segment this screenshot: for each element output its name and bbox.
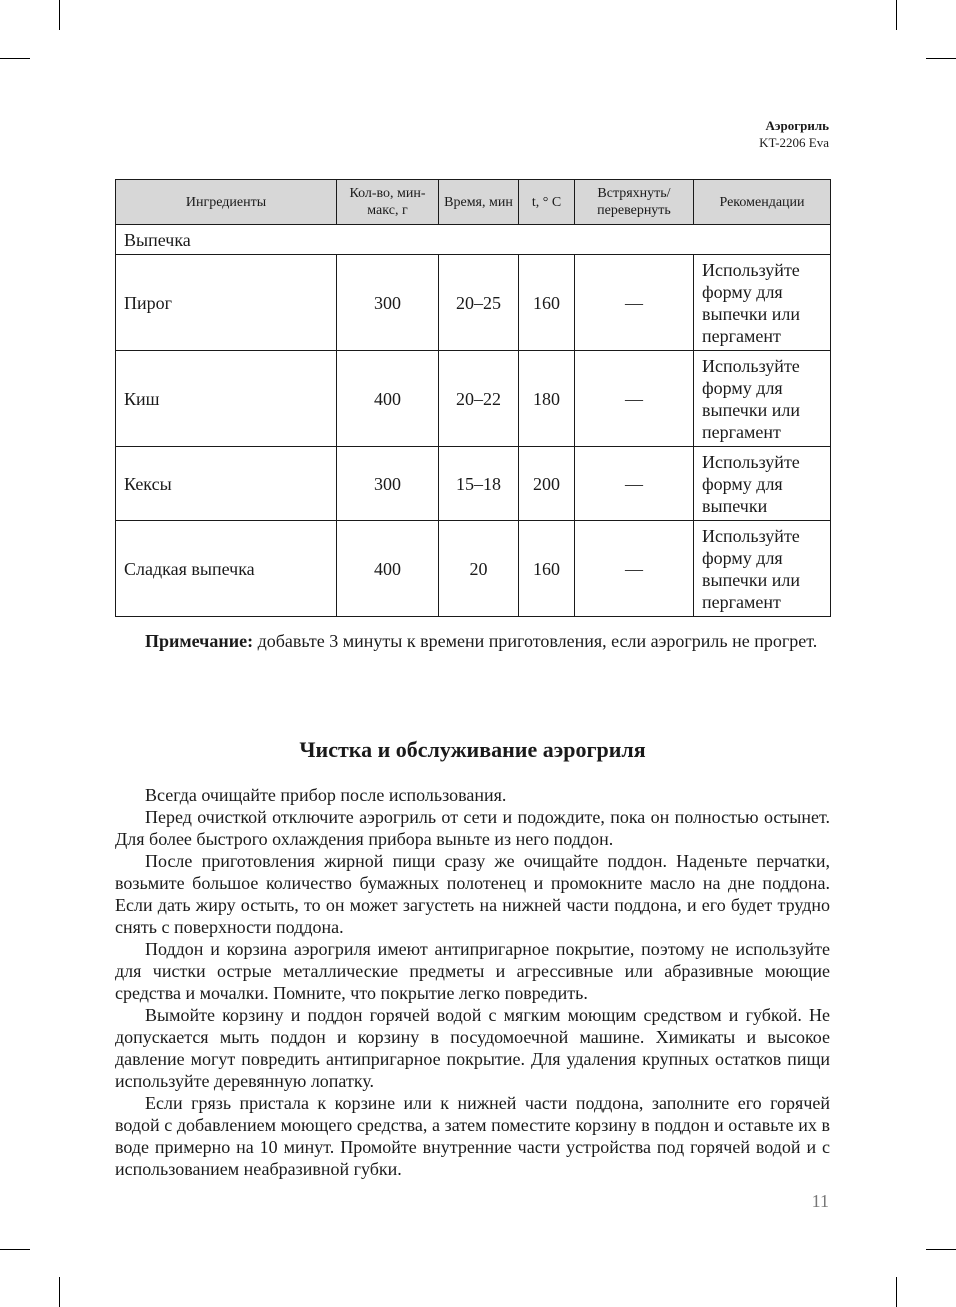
running-head-title: Аэрогриль [765,118,829,133]
cell-time: 20–22 [439,351,519,447]
section-heading: Чистка и обслуживание аэрогриля [299,737,646,762]
cell-temperature: 200 [519,447,575,521]
section-label: Выпечка [116,225,831,255]
paragraph: После приготовления жирной пищи сразу же очищайте поддон. Наденьте перчатки, возьмите большое количество бумажных полотенец и промокните масло на дне поддона. Если дать жиру остыть, то он может загустеть на нижней части поддона, и его будет трудно снять с поверхности поддона. [115,851,830,937]
cell-ingredient: Киш [116,351,337,447]
cell-temperature: 160 [519,521,575,617]
cell-quantity: 300 [337,447,439,521]
page-number: 11 [811,1191,829,1211]
crop-mark [59,0,60,30]
cell-recommendation: Используйте форму для выпечки или пергамент [694,255,831,351]
column-header-quantity: Кол-во, мин-макс, г [337,180,439,225]
crop-mark [926,1249,956,1250]
note-label: Примечание: [145,631,254,651]
note-text: добавьте 3 минуты к времени приготовления, если аэрогриль не прогрет. [253,631,818,651]
column-header-time: Время, мин [439,180,519,225]
cell-temperature: 180 [519,351,575,447]
table-row [116,351,831,447]
cell-time: 15–18 [439,447,519,521]
crop-mark [896,0,897,30]
paragraph: Если грязь пристала к корзине или к нижней части поддона, заполните его горячей водой с добавлением моющего средства, а затем поместите корзину в поддон и оставьте их в воде примерно на 10 минут. Промойте внутренние части устройства под горячей водой и с использованием неабразивной губки. [115,1093,830,1179]
cell-shake: — [575,447,694,521]
cell-shake: — [575,255,694,351]
recipe-table [115,179,831,617]
cell-ingredient: Пирог [116,255,337,351]
paragraph: Вымойте корзину и поддон горячей водой с мягким моющим средством и губкой. Не допускается мыть поддон и корзину в посудомоечной машине. Химикаты и высокое давление могут повредить антипригарное покрытие. Для удаления крупных остатков пищи используйте деревянную лопатку. [115,1005,830,1091]
cell-ingredient: Сладкая выпечка [116,521,337,617]
running-head-model: KT-2206 Eva [759,135,829,150]
table-row [116,255,831,351]
cell-temperature: 160 [519,255,575,351]
column-header-temperature: t, ° С [519,180,575,225]
cell-recommendation: Используйте форму для выпечки [694,447,831,521]
cell-quantity: 300 [337,255,439,351]
running-head [759,117,829,151]
column-header-recommendations: Рекомендации [694,180,831,225]
column-header-shake: Встряхнуть/ перевернуть [575,180,694,225]
cell-recommendation: Используйте форму для выпечки или пергамент [694,521,831,617]
cell-shake: — [575,351,694,447]
body-text [115,784,830,1180]
note-paragraph [115,630,830,652]
cell-time: 20 [439,521,519,617]
table-row [116,447,831,521]
table-row [116,521,831,617]
crop-mark [59,1277,60,1307]
table-section-row [116,225,831,255]
crop-mark [0,1249,30,1250]
cell-shake: — [575,521,694,617]
paragraph: Поддон и корзина аэрогриля имеют антипригарное покрытие, поэтому не используйте для чистки острые металлические предметы и агрессивные или абразивные моющие средства и мочалки. Помните, что покрытие легко повредить. [115,939,830,1003]
cell-recommendation: Используйте форму для выпечки или пергамент [694,351,831,447]
column-header-ingredients: Ингредиенты [116,180,337,225]
cell-time: 20–25 [439,255,519,351]
table-header-row [116,180,831,225]
crop-mark [0,58,30,59]
crop-mark [926,58,956,59]
cell-quantity: 400 [337,521,439,617]
paragraph: Всегда очищайте прибор после использования. [145,785,507,805]
paragraph: Перед очисткой отключите аэрогриль от сети и подождите, пока он полностью остынет. Для более быстрого охлаждения прибора выньте из него поддон. [115,807,830,849]
crop-mark [896,1277,897,1307]
cell-ingredient: Кексы [116,447,337,521]
cell-quantity: 400 [337,351,439,447]
